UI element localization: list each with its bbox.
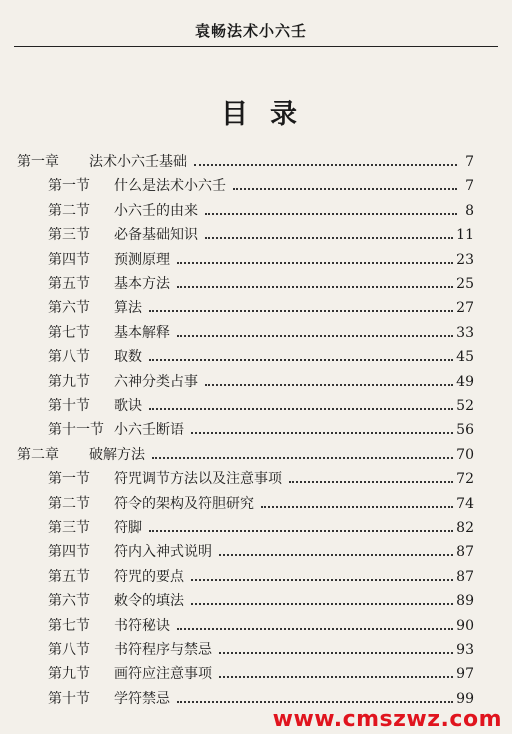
toc-section-entry <box>48 319 474 341</box>
dot-leader <box>177 628 453 630</box>
entry-title: 符令的架构及符胆研究 <box>114 495 254 512</box>
entry-number: 第三节 <box>48 227 90 244</box>
toc-chapter-entry <box>17 148 474 170</box>
entry-page-number: 93 <box>456 642 474 658</box>
entry-number: 第四节 <box>48 251 90 268</box>
entry-number: 第十节 <box>48 398 90 414</box>
dot-leader <box>219 652 453 654</box>
entry-page-number: 99 <box>456 690 474 707</box>
entry-number: 第九节 <box>48 373 90 390</box>
entry-title: 符内入神式说明 <box>114 544 212 561</box>
entry-title: 小六壬的由来 <box>114 202 198 219</box>
entry-title: 敕令的填法 <box>114 593 184 610</box>
toc-section-entry <box>48 587 474 609</box>
dot-leader <box>177 701 453 703</box>
dot-leader <box>149 359 453 361</box>
entry-page-number: 89 <box>456 593 474 610</box>
dot-leader <box>191 579 453 581</box>
entry-page-number: 45 <box>456 349 474 366</box>
entry-number: 第八节 <box>48 349 90 366</box>
entry-title: 预测原理 <box>114 251 170 268</box>
entry-title: 算法 <box>114 300 142 317</box>
header-rule <box>14 46 498 47</box>
entry-title: 基本方法 <box>114 276 170 292</box>
entry-title: 符咒调节方法以及注意事项 <box>114 471 282 488</box>
entry-page-number: 25 <box>456 276 474 292</box>
entry-page-number: 52 <box>456 398 474 414</box>
running-header <box>0 0 512 50</box>
dot-leader <box>233 188 457 190</box>
entry-page-number: 87 <box>456 568 474 585</box>
toc-section-entry <box>48 416 474 438</box>
entry-number: 第十节 <box>48 690 90 707</box>
entry-page-number: 11 <box>456 227 474 244</box>
toc-section-entry <box>48 685 474 707</box>
dot-leader <box>177 335 453 337</box>
toc-section-entry <box>48 490 474 512</box>
entry-title: 取数 <box>114 349 142 366</box>
dot-leader <box>191 432 453 434</box>
dot-leader <box>177 286 453 288</box>
entry-page-number: 97 <box>456 666 474 683</box>
dot-leader <box>205 213 457 215</box>
entry-number: 第四节 <box>48 544 90 561</box>
dot-leader <box>205 384 453 386</box>
entry-title: 歌诀 <box>114 398 142 414</box>
entry-number: 第一节 <box>48 178 90 195</box>
entry-page-number: 23 <box>456 251 474 268</box>
dot-leader <box>219 676 453 678</box>
toc-title: 目录 <box>221 99 319 130</box>
entry-number: 第十一节 <box>48 422 104 439</box>
dot-leader <box>177 262 453 264</box>
dot-leader <box>149 310 453 312</box>
entry-title: 符咒的要点 <box>114 568 184 585</box>
entry-title: 书符程序与禁忌 <box>114 642 212 658</box>
entry-number: 第六节 <box>48 593 90 610</box>
toc-section-entry <box>48 246 474 268</box>
toc-section-entry <box>48 368 474 390</box>
toc-section-entry <box>48 172 474 194</box>
entry-title: 什么是法术小六壬 <box>114 178 226 195</box>
toc-section-entry <box>48 197 474 219</box>
entry-number: 第九节 <box>48 666 90 683</box>
toc-section-entry <box>48 343 474 365</box>
entry-page-number: 82 <box>456 520 474 536</box>
entry-page-number: 27 <box>456 300 474 317</box>
entry-title: 书符秘诀 <box>114 617 170 634</box>
toc-section-entry <box>48 514 474 536</box>
entry-title: 必备基础知识 <box>114 227 198 244</box>
toc-section-entry <box>48 392 474 414</box>
entry-title: 符脚 <box>114 520 142 536</box>
dot-leader <box>194 164 457 166</box>
entry-number: 第二节 <box>48 202 90 219</box>
entry-number: 第一章 <box>17 154 59 170</box>
entry-page-number: 8 <box>465 202 474 219</box>
entry-number: 第二章 <box>17 446 59 463</box>
entry-page-number: 74 <box>456 495 474 512</box>
entry-number: 第五节 <box>48 276 90 292</box>
entry-number: 第一节 <box>48 471 90 488</box>
entry-title: 法术小六壬基础 <box>89 154 187 170</box>
dot-leader <box>152 457 453 459</box>
entry-title: 小六壬断语 <box>114 422 184 439</box>
entry-title: 学符禁忌 <box>114 690 170 707</box>
dot-leader <box>149 530 453 532</box>
watermark: www.cmszwz.com <box>272 707 502 732</box>
toc-section-entry <box>48 270 474 292</box>
dot-leader <box>289 481 453 483</box>
entry-page-number: 70 <box>456 446 474 463</box>
entry-title: 基本解释 <box>114 324 170 341</box>
entry-page-number: 7 <box>465 178 474 195</box>
book-title: 袁畅法术小六壬 <box>194 22 307 40</box>
dot-leader <box>219 554 453 556</box>
entry-page-number: 72 <box>456 471 474 488</box>
toc-section-entry <box>48 612 474 634</box>
entry-page-number: 87 <box>456 544 474 561</box>
toc-section-entry <box>48 563 474 585</box>
dot-leader <box>191 603 453 605</box>
entry-number: 第八节 <box>48 642 90 658</box>
toc-chapter-entry <box>17 441 474 463</box>
entry-number: 第三节 <box>48 520 90 536</box>
entry-page-number: 33 <box>456 324 474 341</box>
entry-title: 画符应注意事项 <box>114 666 212 683</box>
entry-title: 六神分类占事 <box>114 373 198 390</box>
entry-number: 第五节 <box>48 568 90 585</box>
entry-page-number: 90 <box>456 617 474 634</box>
toc-section-entry <box>48 660 474 682</box>
dot-leader <box>261 506 453 508</box>
entry-number: 第七节 <box>48 324 90 341</box>
entry-page-number: 56 <box>456 422 474 439</box>
entry-number: 第二节 <box>48 495 90 512</box>
entry-number: 第六节 <box>48 300 90 317</box>
entry-page-number: 49 <box>456 373 474 390</box>
entry-number: 第七节 <box>48 617 90 634</box>
toc-section-entry <box>48 538 474 560</box>
entry-title: 破解方法 <box>89 446 145 463</box>
toc-section-entry <box>48 636 474 658</box>
dot-leader <box>205 237 453 239</box>
toc-section-entry <box>48 465 474 487</box>
toc-section-entry <box>48 221 474 243</box>
toc-section-entry <box>48 294 474 316</box>
dot-leader <box>149 408 453 410</box>
entry-page-number: 7 <box>465 154 474 170</box>
